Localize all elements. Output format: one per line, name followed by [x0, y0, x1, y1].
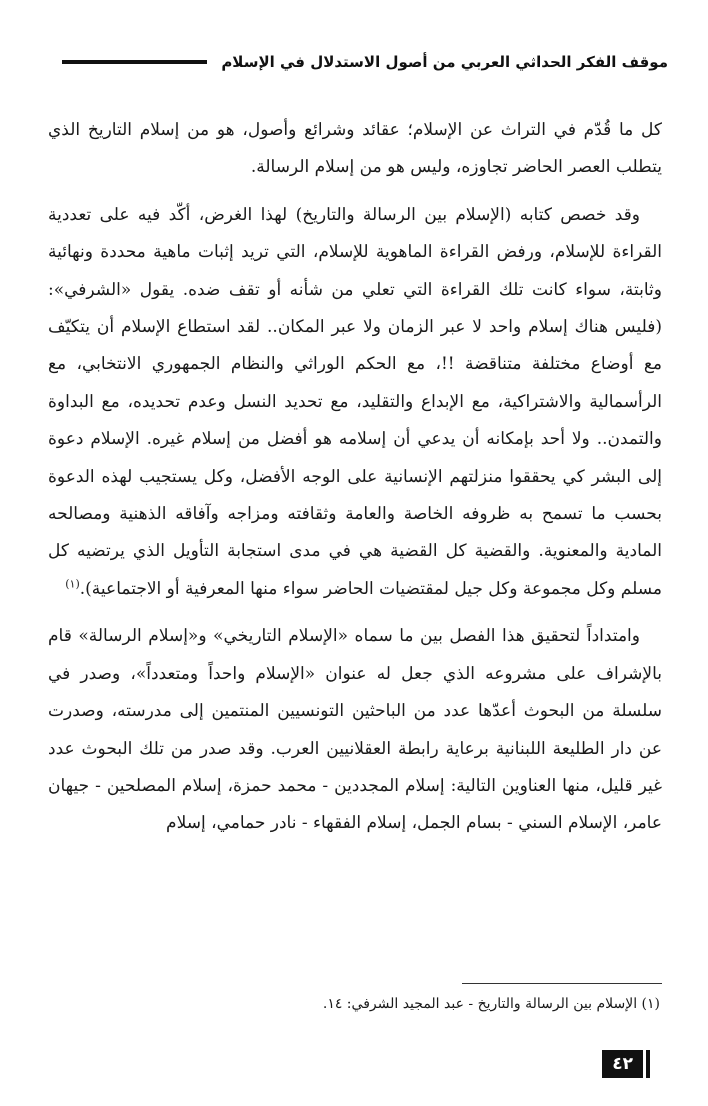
paragraph-3	[48, 618, 662, 842]
paragraph-3-text: وامتداداً لتحقيق هذا الفصل بين ما سماه «الإسلام التاريخي» و«إسلام الرسالة» قام بالإشراف على مشروعه الذي جعل له عنوان «الإسلام واحداً ومتعدداً»، وصدر في سلسلة من البحوث أعدّها عدد من الباحثين التونسيين المنتمين إلى مدرسته، وصدرت عن دار الطليعة اللبنانية برعاية رابطة العقلانيين العرب. وقد صدر من تلك البحوث عدد غير قليل، منها العناوين التالية: إسلام المجددين - محمد حمزة، إسلام المصلحين - جيهان عامر، الإسلام السني - بسام الجمل، إسلام الفقهاء - نادر حمامي، إسلام	[48, 626, 662, 834]
page-number-bar	[646, 1050, 650, 1078]
header-rule	[62, 60, 207, 64]
footnote: (١) الإسلام بين الرسالة والتاريخ - عبد المجيد الشرفي: ١٤.	[322, 996, 660, 1012]
footnote-reference[interactable]: (١)	[65, 577, 80, 591]
paragraph-1	[48, 112, 662, 187]
paragraph-2	[48, 197, 662, 608]
running-header-title: موقف الفكر الحداثي العربي من أصول الاستدلال في الإسلام	[221, 53, 668, 71]
paragraph-1-text: كل ما قُدّم في التراث عن الإسلام؛ عقائد وشرائع وأصول، هو من إسلام التاريخ الذي يتطلب العصر الحاضر تجاوزه، وليس هو من إسلام الرسالة.	[48, 120, 662, 178]
paragraph-2-text: وقد خصص كتابه (الإسلام بين الرسالة والتاريخ) لهذا الغرض، أكّد فيه على تعددية القراءة للإسلام، ورفض القراءة الماهوية للإسلام، التي تريد إثبات ماهية محددة ونهائية وثابتة، سواء كانت تلك القراءة التي تعلي من شأنه أو تقف ضده. يقول «الشرفي»: (فليس هناك إسلام واحد لا عبر الزمان ولا عبر المكان.. لقد استطاع الإسلام أن يتكيّف مع أوضاع مختلفة متناقضة !!، مع الحكم الوراثي والنظام الجمهوري الانتخابي، مع الرأسمالية والاشتراكية، مع الإبداع والتقليد، مع تحديد النسل وعدم تحديده، مع البداوة والتمدن.. ولا أحد بإمكانه أن يدعي أن إسلامه هو أفضل من إسلام غيره. الإسلام دعوة إلى البشر كي يحققوا منزلتهم الإنسانية على الوجه الأفضل، وكل يستجيب لهذه الدعوة بحسب ما تسمح به ظروفه الخاصة والعامة وثقافته ومزاجه وآفاقه الذهنية ومصالحه المادية والمعنوية. والقضية كل القضية هي في مدى استجابة التأويل الذي يرتضيه كل مسلم وكل مجموعة وكل جيل لمقتضيات الحاضر سواء منها المعرفية أو الاجتماعية).	[48, 204, 662, 599]
footnote-separator	[462, 983, 662, 984]
page-number-badge	[602, 1050, 650, 1078]
running-header	[62, 44, 668, 80]
page-number: ٤٢	[602, 1050, 643, 1078]
main-text	[48, 112, 662, 843]
